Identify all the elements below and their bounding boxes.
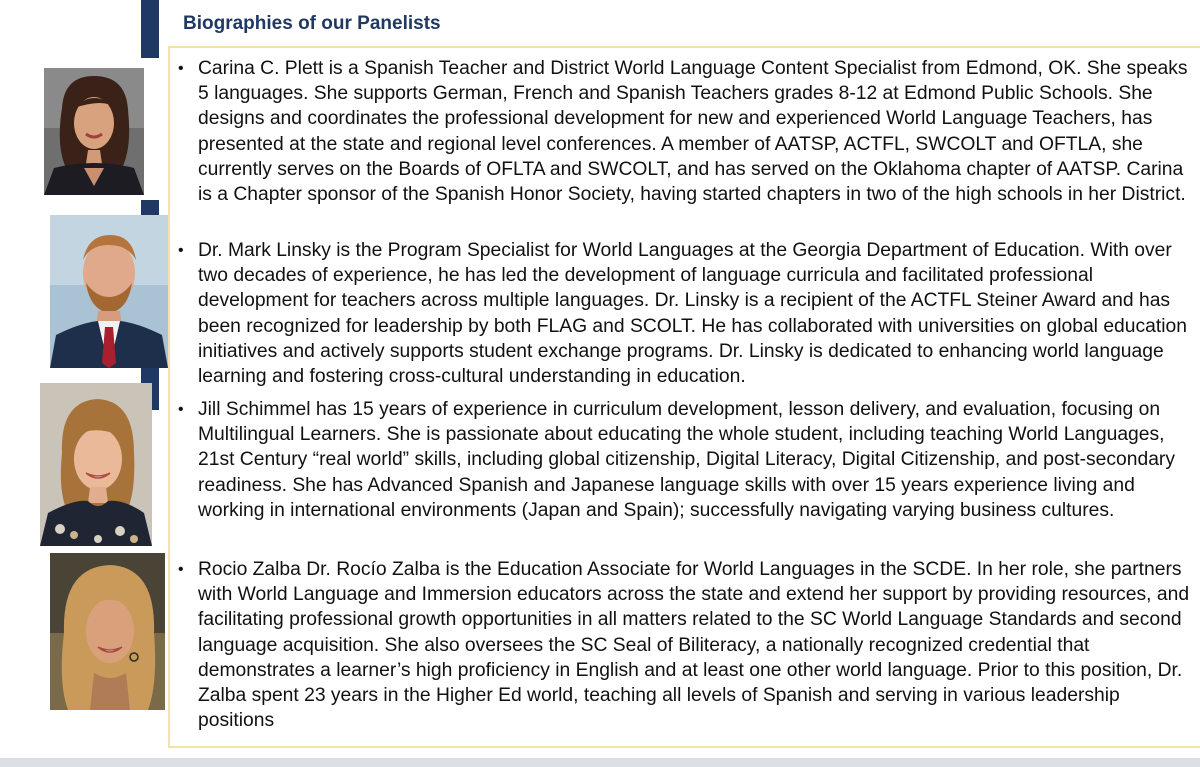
panelist-bio-4: [178, 557, 1198, 733]
bio-text: Dr. Mark Linsky is the Program Specialist for World Languages at the Georgia Department of Education. With over two decades of experience, he has led the development of language curricula and facilitated professional development for teachers across multiple languages. Dr. Linsky is a recipient of the ACTFL Steiner Award and has been recognized for leadership by both FLAG and SCOLT. He has collaborated with universities on global education initiatives and actively supports student exchange programs. Dr. Linsky is dedicated to enhancing world language learning and fostering cross-cultural understanding in education.: [198, 240, 1187, 388]
panelist-photo-3: [40, 383, 152, 546]
bullet: •: [178, 60, 184, 77]
panelist-photo-4: [50, 553, 165, 710]
bio-text: Jill Schimmel has 15 years of experience in curriculum development, lesson delivery, and evaluation, focusing on Multilingual Learners. She is passionate about educating the whole student, including teaching World Languages, 21st Century “real world” skills, including global citizenship, Digital Literacy, Digital Citizenship, and post-secondary readiness. She has Advanced Spanish and Japanese language skills with over 15 years experience living and working in international environments (Japan and Spain); successfully navigating varying business cultures.: [198, 399, 1175, 521]
panelist-photo-2: [50, 215, 168, 368]
panelist-bio-3: [178, 397, 1198, 523]
panelist-bio-1: [178, 56, 1198, 207]
footer-strip: [0, 758, 1200, 767]
bullet: •: [178, 401, 184, 418]
bio-text: Rocio Zalba Dr. Rocío Zalba is the Education Associate for World Languages in the SCDE. In her role, she partners with World Language and Immersion educators across the state and extend her support by providing resources, and facilitating professional growth opportunities in all matters related to the SC World Language Standards and second language acquisition. She also oversees the SC Seal of Biliteracy, a nationally recognized credential that demonstrates a learner’s high proficiency in English and at least one other world language. Prior to this position, Dr. Zalba spent 23 years in the Higher Ed world, teaching all levels of Spanish and serving in various leadership positions: [198, 559, 1190, 732]
panelist-photo-1: [44, 68, 144, 195]
accent-bar-top: [141, 0, 159, 58]
panelist-bio-2: [178, 238, 1198, 389]
slide-title: Biographies of our Panelists: [183, 13, 441, 34]
bullet: •: [178, 242, 184, 259]
bullet: •: [178, 561, 184, 578]
bio-text: Carina C. Plett is a Spanish Teacher and District World Language Content Specialist from Edmond, OK. She speaks 5 languages. She supports German, French and Spanish Teachers grades 8-12 at Edmond Public Schools. She designs and coordinates the professional development for new and experienced World Language Teachers, has presented at the state and regional level conferences. A member of AATSP, ACTFL, SWCOLT and OFTLA, she currently serves on the Boards of OFLTA and SWCOLT, and has served on the Oklahoma chapter of AATSP. Carina is a Chapter sponsor of the Spanish Honor Society, having started chapters in two of the high schools in her District.: [198, 58, 1188, 206]
